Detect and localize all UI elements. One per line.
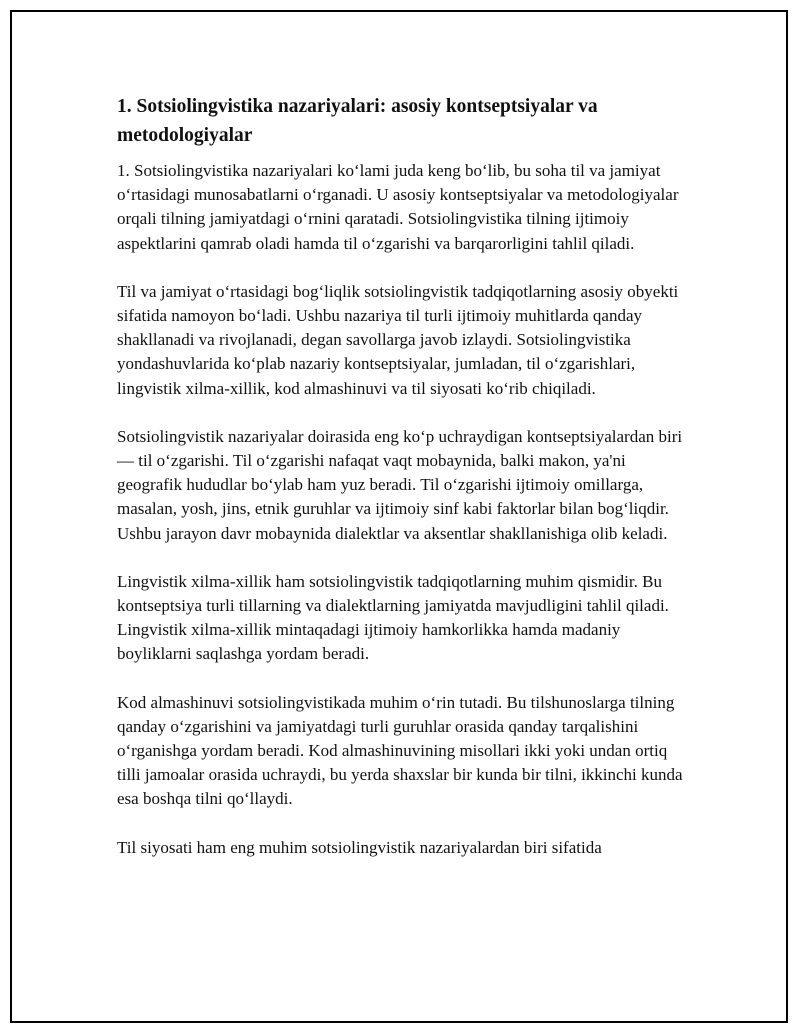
paragraph-1: 1. Sotsiolingvistika nazariyalari ko‘lami juda keng bo‘lib, bu soha til va jamiyat o‘rtasidagi munosabatlarni o‘rganadi. U asosiy kontseptsiyalar va metodologiyalar orqali tilning jamiyatdagi o‘rnini qaratadi. Sotsiolingvistika tilning ijtimoiy aspektlarini qamrab oladi hamda til o‘zgarishi va barqarorligini tahlil qiladi.: [117, 161, 679, 253]
document-body: [117, 92, 692, 860]
section-heading: 1. Sotsiolingvistika nazariyalari: asosiy kontseptsiyalar va metodologiyalar: [117, 96, 598, 146]
paragraph-2: Til va jamiyat o‘rtasidagi bog‘liqlik sotsiolingvistik tadqiqotlarning asosiy obyekti sifatida namoyon bo‘ladi. Ushbu nazariya til turli ijtimoiy muhitlarda qanday shakllanadi va rivojlanadi, degan savollarga javob izlaydi. Sotsiolingvistika yondashuvlarida ko‘plab nazariy kontseptsiyalar, jumladan, til o‘zgarishlari, lingvistik xilma-xillik, kod almashinuvi va til siyosati ko‘rib chiqiladi.: [117, 281, 679, 398]
paragraph-5: Kod almashinuvi sotsiolingvistikada muhim o‘rin tutadi. Bu tilshunoslarga tilning qanday o‘zgarishini va jamiyatdagi turli guruhlar orasida qanday tarqalishini o‘rganishga yordam beradi. Kod almashinuvining misollari ikki yoki undan ortiq tilli jamoalar orasida uchraydi, bu yerda shaxslar bir kunda bir tilni, ikkinchi kunda esa boshqa tilni qo‘llaydi.: [117, 692, 683, 809]
paragraph-4: Lingvistik xilma-xillik ham sotsiolingvistik tadqiqotlarning muhim qismidir. Bu kontseptsiya turli tillarning va dialektlarning jamiyatda mavjudligini tahlil qiladi. Lingvistik xilma-xillik mintaqadagi ijtimoiy hamkorlikka hamda madaniy boyliklarni saqlashga yordam beradi.: [117, 571, 669, 664]
paragraph-6: Til siyosati ham eng muhim sotsiolingvistik nazariyalardan biri sifatida: [117, 837, 602, 857]
paragraph-3: Sotsiolingvistik nazariyalar doirasida eng ko‘p uchraydigan kontseptsiyalardan biri — til o‘zgarishi. Til o‘zgarishi nafaqat vaqt mobaynida, balki makon, ya'ni geografik hududlar bo‘ylab ham yuz beradi. Til o‘zgarishi ijtimoiy omillarga, masalan, yosh, jins, etnik guruhlar va ijtimoiy sinf kabi faktorlar bilan bog‘liqdir. Ushbu jarayon davr mobaynida dialektlar va aksentlar shakllanishiga olib keladi.: [117, 426, 683, 543]
